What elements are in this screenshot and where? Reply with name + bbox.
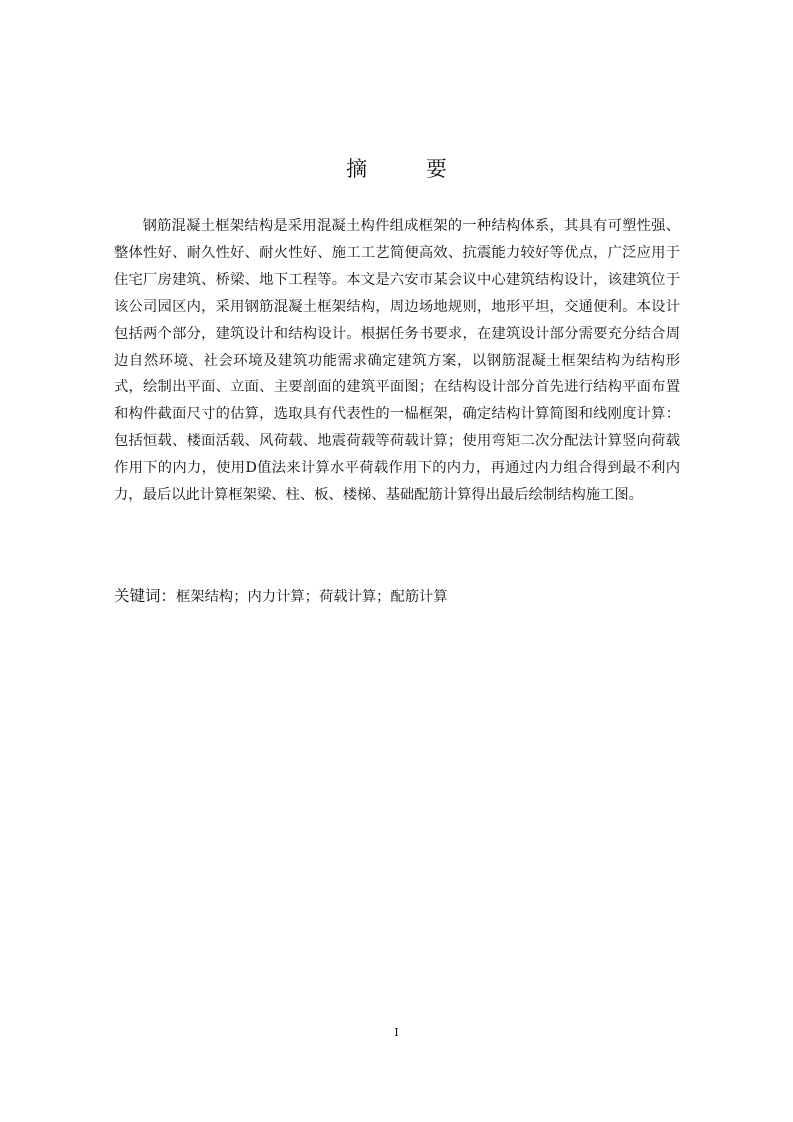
- keywords-label: 关键词：: [114, 587, 177, 605]
- abstract-paragraph: 钢筋混凝土框架结构是采用混凝土构件组成框架的一种结构体系，其具有可塑性强、整体性好、耐久性好、耐火性好、施工工艺简便高效、抗震能力较好等优点，广泛应用于住宅厂房建筑、桥梁、地下工程等。本文是六安市某会议中心建筑结构设计，该建筑位于该公司园区内，采用钢筋混凝土框架结构，周边场地规则，地形平坦，交通便利。本设计包括两个部分，建筑设计和结构设计。根据任务书要求，在建筑设计部分需要充分结合周边自然环境、社会环境及建筑功能需求确定建筑方案，以钢筋混凝土框架结构为结构形式，绘制出平面、立面、主要剖面的建筑平面图；在结构设计部分首先进行结构平面布置和构件截面尺寸的估算，选取具有代表性的一榀框架，确定结构计算简图和线刚度计算：包括恒载、楼面活载、风荷载、地震荷载等荷载计算；使用弯矩二次分配法计算竖向荷载作用下的内力，使用D值法来计算水平荷载作用下的内力，再通过内力组合得到最不利内力，最后以此计算框架梁、柱、板、楼梯、基础配筋计算得出最后绘制结构施工图。: [114, 218, 680, 504]
- page-number: I: [394, 1026, 399, 1039]
- keywords-text: 框架结构；内力计算；荷载计算；配筋计算: [176, 589, 448, 605]
- page-title: 摘 要: [346, 157, 466, 181]
- keywords-line: [114, 584, 680, 609]
